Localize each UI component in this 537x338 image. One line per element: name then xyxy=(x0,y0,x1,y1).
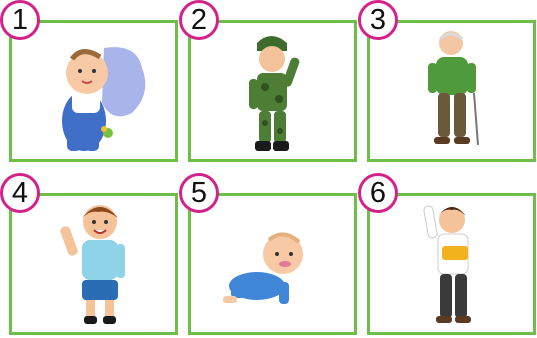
picture-card-4 xyxy=(9,193,178,335)
picture-card-2 xyxy=(188,20,357,162)
number-badge-1: 1 xyxy=(0,0,40,40)
picture-card-5 xyxy=(188,193,357,335)
young-man-icon xyxy=(370,196,533,332)
picture-card-3 xyxy=(367,20,536,162)
number-badge-6: 6 xyxy=(358,173,398,213)
baby-icon xyxy=(12,23,175,159)
crawling-baby-icon xyxy=(191,196,354,332)
old-man-icon xyxy=(370,23,533,159)
number-badge-2: 2 xyxy=(179,0,219,40)
number-badge-3: 3 xyxy=(358,0,398,40)
boy-icon xyxy=(12,196,175,332)
picture-card-6 xyxy=(367,193,536,335)
soldier-icon xyxy=(191,23,354,159)
number-badge-4: 4 xyxy=(0,173,40,213)
picture-card-1 xyxy=(9,20,178,162)
number-badge-5: 5 xyxy=(179,173,219,213)
